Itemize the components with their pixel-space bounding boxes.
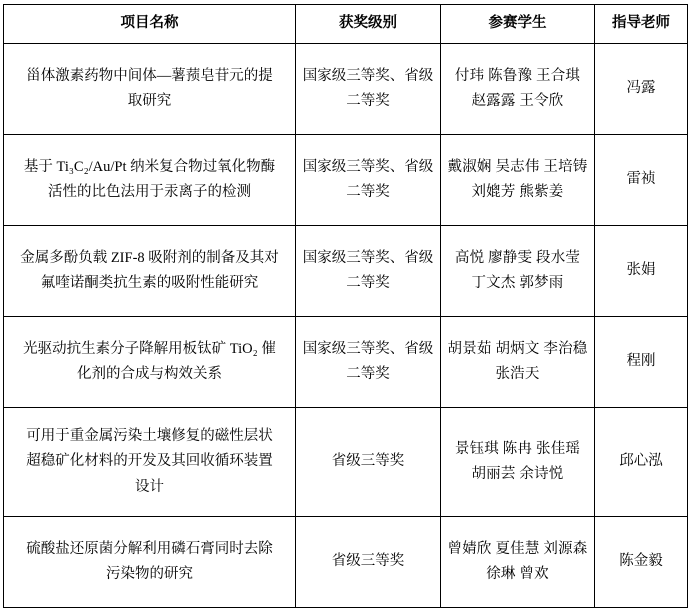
student-line: 付玮 陈鲁豫 王合琪 [454,67,581,84]
cell-project [4,44,296,135]
project-line: 取研究 [127,93,172,109]
column-header-level: 获奖级别 [296,5,441,44]
project-line: 基于 Ti₃C₂/Au/Pt 纳米复合物过氧化物酶 [23,158,276,175]
level-line: 国家级三等奖、省级 [302,158,434,175]
student-line: 丁文杰 郭梦雨 [471,275,564,291]
cell-project [4,317,296,408]
cell-level [296,408,441,517]
student-line: 刘媲芳 熊紫姜 [471,184,564,200]
student-line: 胡丽芸 余诗悦 [471,466,564,482]
cell-project [4,226,296,317]
table-row [4,44,688,135]
project-line: 超稳矿化材料的开发及其回收循环装置 [26,453,273,470]
cell-teacher: 陈金毅 [595,517,688,608]
level-line: 省级三等奖 [331,453,405,470]
level-line: 二等奖 [346,275,390,291]
level-line: 国家级三等奖、省级 [302,249,434,266]
project-line: 可用于重金属污染土壤修复的磁性层状 [26,427,273,444]
student-line: 胡景茹 胡炳文 李治稳 [447,340,588,357]
cell-level [296,44,441,135]
cell-teacher: 冯露 [595,44,688,135]
project-line: 氟喹诺酮类抗生素的吸附性能研究 [40,275,259,291]
column-header-teacher: 指导老师 [595,5,688,44]
level-line: 二等奖 [346,184,390,200]
project-line: 化剂的合成与构效关系 [77,366,222,382]
cell-project [4,408,296,517]
column-header-students: 参赛学生 [441,5,595,44]
cell-teacher: 程刚 [595,317,688,408]
cell-teacher: 邱心泓 [595,408,688,517]
student-line: 曾婧欣 夏佳慧 刘源森 [447,540,588,557]
cell-teacher: 雷祯 [595,135,688,226]
table-header-row [4,5,688,44]
table-row [4,135,688,226]
level-line: 国家级三等奖、省级 [302,67,434,84]
cell-level [296,226,441,317]
cell-project [4,517,296,608]
cell-project [4,135,296,226]
cell-students [441,408,595,517]
project-line: 设计 [135,478,164,495]
table-header [4,5,688,44]
student-line: 景钰琪 陈冉 张佳瑶 [454,440,581,457]
student-line: 赵露露 王令欣 [471,93,564,109]
table-row [4,517,688,608]
level-line: 国家级三等奖、省级 [302,340,434,357]
cell-students [441,44,595,135]
student-line: 戴淑娴 吴志伟 王培铸 [447,158,588,175]
cell-teacher: 张娟 [595,226,688,317]
project-line: 光驱动抗生素分子降解用板钛矿 TiO₂ 催 [23,340,276,357]
cell-students [441,517,595,608]
table-row [4,408,688,517]
level-line: 二等奖 [346,93,390,109]
cell-students [441,135,595,226]
level-line: 二等奖 [346,366,390,382]
level-line: 省级三等奖 [331,553,405,570]
project-line: 硫酸盐还原菌分解利用磷石膏同时去除 [26,540,273,557]
project-line: 活性的比色法用于汞离子的检测 [48,184,251,200]
project-line: 污染物的研究 [106,566,193,582]
student-line: 徐琳 曾欢 [486,566,549,582]
student-line: 高悦 廖静雯 段水莹 [454,249,581,266]
column-header-project: 项目名称 [4,5,296,44]
table-row [4,226,688,317]
cell-students [441,226,595,317]
project-line: 金属多酚负载 ZIF-8 吸附剂的制备及其对 [20,249,279,266]
student-line: 张浩天 [495,366,540,382]
cell-level [296,135,441,226]
cell-level [296,517,441,608]
award-results-table [3,4,688,608]
cell-level [296,317,441,408]
cell-students [441,317,595,408]
table-row [4,317,688,408]
table-body [4,44,688,608]
project-line: 甾体激素药物中间体—薯蓣皂苷元的提 [26,67,273,84]
